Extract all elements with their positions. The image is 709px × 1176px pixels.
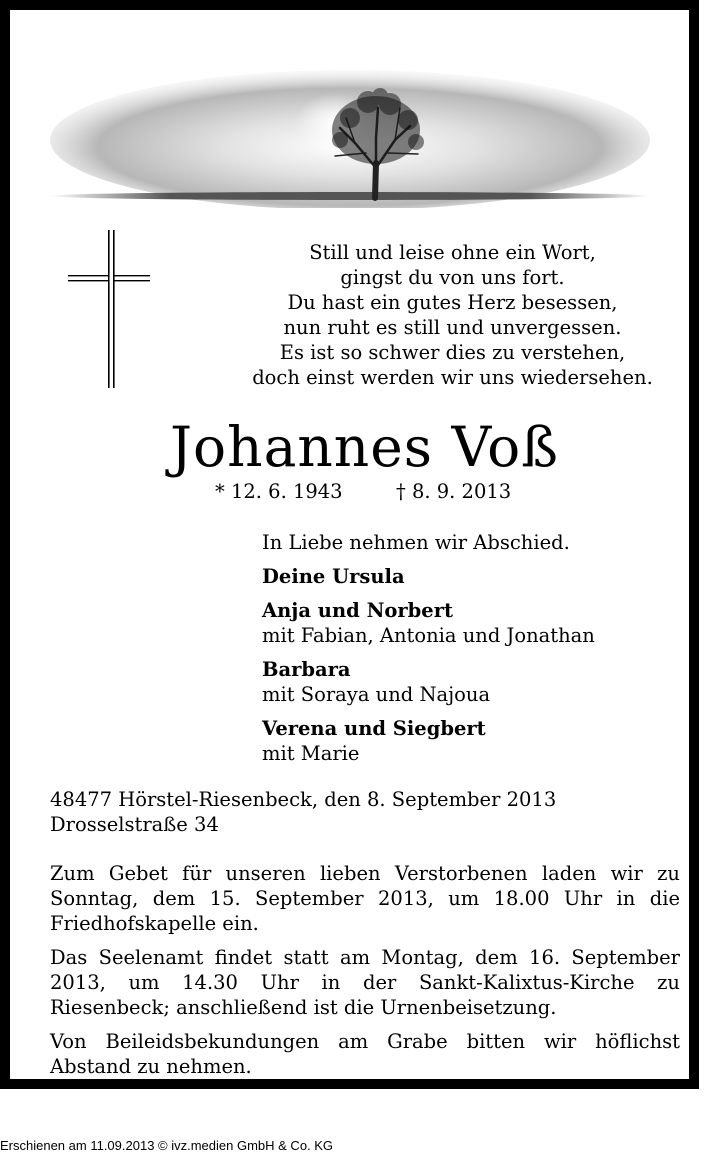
family-group xyxy=(262,716,595,766)
cross-icon xyxy=(68,230,152,390)
poem-line: gingst du von uns fort. xyxy=(340,266,565,289)
poem-line: Du hast ein gutes Herz besessen, xyxy=(287,291,618,314)
note-paragraph: Zum Gebet für unseren lieben Verstorbenen laden wir zu Sonntag, dem 15. September 2013, um 18.00 Uhr in die Friedhofskapelle ein. xyxy=(50,862,680,935)
family-list xyxy=(262,530,595,775)
family-group xyxy=(262,657,595,707)
family-group-children: mit Soraya und Najoua xyxy=(262,683,491,706)
note-paragraph: Von Beileidsbekundungen am Grabe bitten wir höflichst Abstand zu nehmen. xyxy=(50,1030,680,1078)
tree-landscape-image xyxy=(50,68,650,208)
poem-line: Still und leise ohne ein Wort, xyxy=(309,241,596,264)
note-paragraph: Das Seelenamt findet statt am Montag, dem 16. September 2013, um 14.30 Uhr in der Sankt-Kalixtus-Kirche zu Riesenbeck; anschließend ist die Urnenbeisetzung. xyxy=(50,946,680,1019)
memorial-poem xyxy=(225,240,680,390)
deceased-name: Johannes Voß xyxy=(170,415,559,479)
family-group-name: Verena und Siegbert xyxy=(262,717,486,740)
family-group xyxy=(262,598,595,648)
street-address: Drosselstraße 34 xyxy=(50,813,219,836)
birth-date: * 12. 6. 1943 xyxy=(215,480,343,503)
family-group-name: Anja und Norbert xyxy=(262,599,453,622)
publication-credit: Erschienen am 11.09.2013 © ivz.medien GmbH & Co. KG xyxy=(0,1138,334,1153)
death-date: † 8. 9. 2013 xyxy=(396,480,512,503)
family-group-children: mit Marie xyxy=(262,742,360,765)
family-group-name: Barbara xyxy=(262,658,351,681)
spouse-name: Deine Ursula xyxy=(262,565,405,588)
farewell-text: In Liebe nehmen wir Abschied. xyxy=(262,531,570,554)
family-group-children: mit Fabian, Antonia und Jonathan xyxy=(262,624,595,647)
address-block xyxy=(50,787,556,837)
poem-line: doch einst werden wir uns wiedersehen. xyxy=(252,366,653,389)
poem-line: nun ruht es still und unvergessen. xyxy=(283,316,622,339)
poem-line: Es ist so schwer dies zu verstehen, xyxy=(279,341,626,364)
city-date: 48477 Hörstel-Riesenbeck, den 8. September 2013 xyxy=(50,788,557,811)
service-notes xyxy=(50,861,680,1088)
